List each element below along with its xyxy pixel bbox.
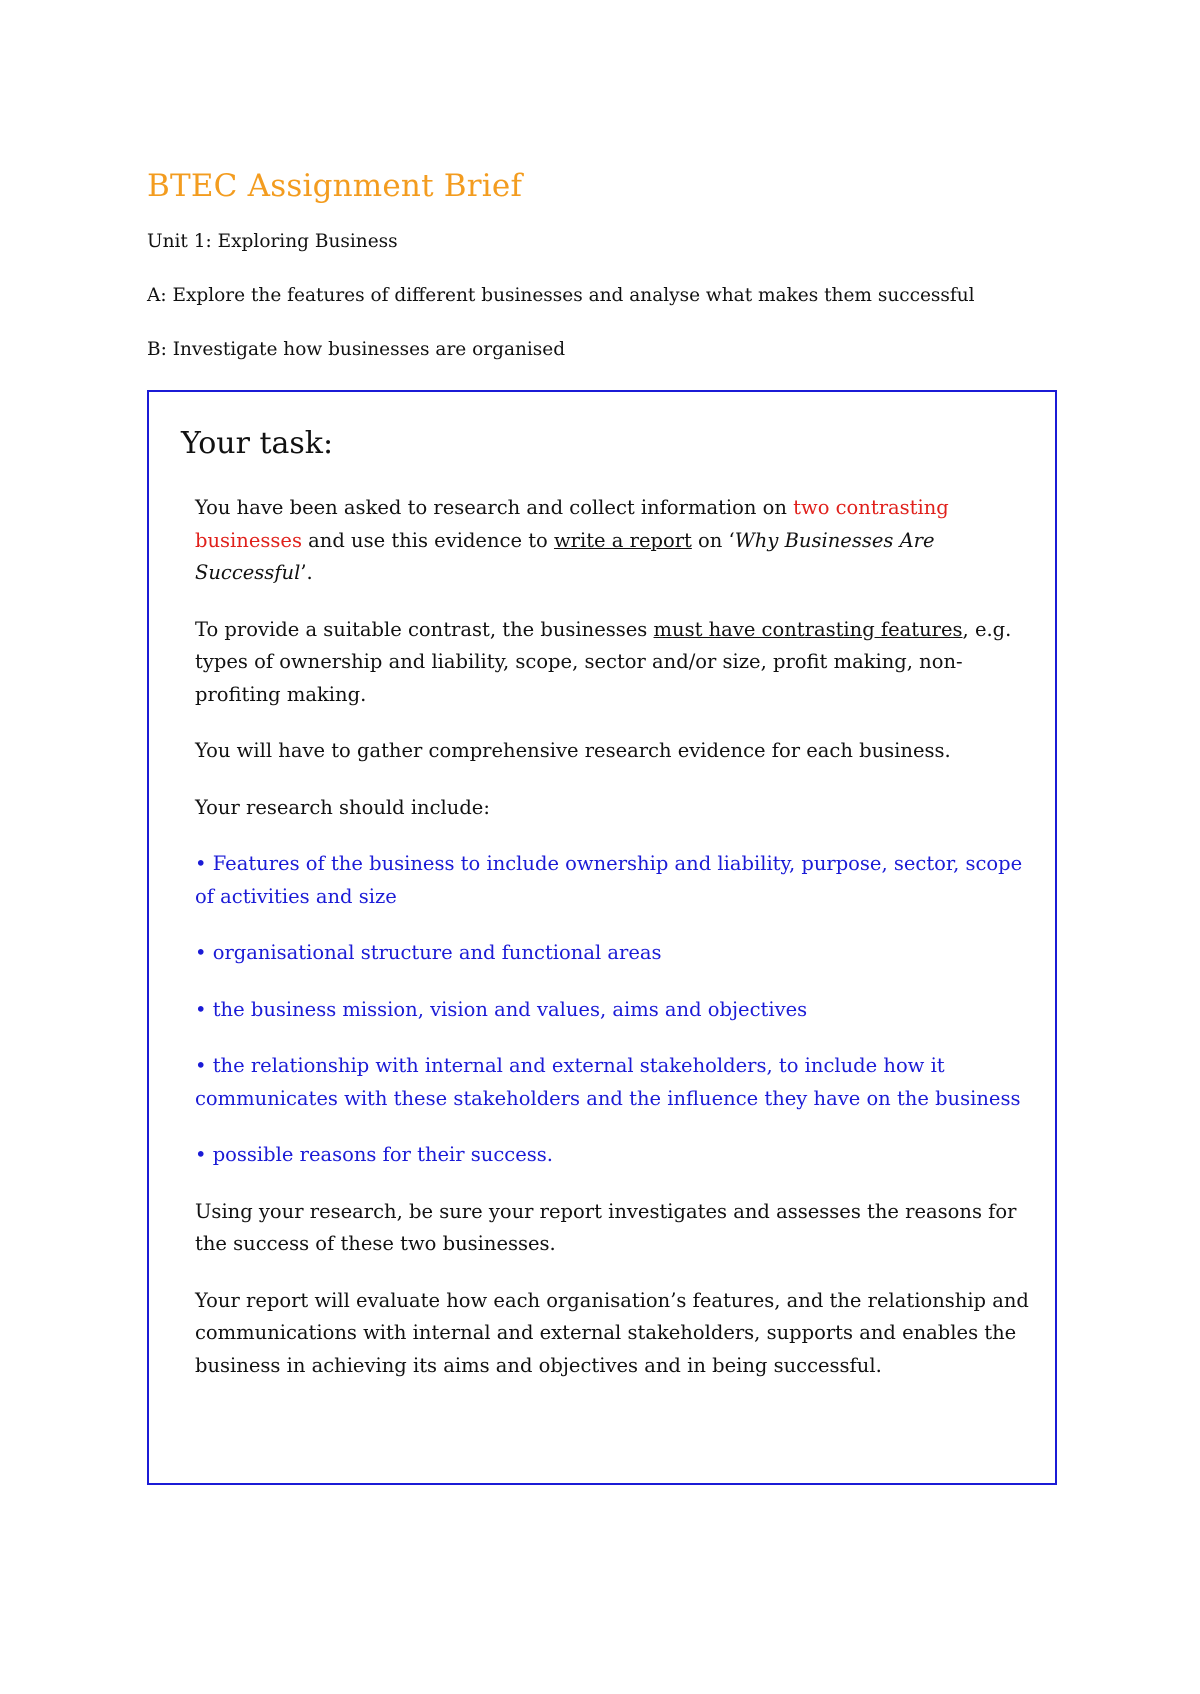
- intro-italic: Why Businesses Are Successful: [195, 528, 935, 584]
- contrast-underline: must have contrasting features: [653, 617, 963, 641]
- bullet-item: • Features of the business to include ownership and liability, purpose, sector, scope of activities and size: [195, 852, 1023, 908]
- contrast-text-a: To provide a suitable contrast, the businesses: [195, 617, 654, 641]
- contrast-text-b: , e.g. types of ownership and liability, scope, sector and/or size, profit making, non-profiting making.: [195, 617, 1012, 706]
- intro-text-a: You have been asked to research and collect information on: [195, 496, 794, 519]
- task-box: [147, 390, 1057, 1485]
- task-paragraph-evaluate: Your report will evaluate how each organisation’s features, and the relationship and communications with internal and external stakeholders, supports and enables the business in achieving its aims and objectives and in being successful.: [195, 1288, 1029, 1377]
- intro-highlight: two contrasting businesses: [195, 496, 949, 552]
- task-paragraph-assess: Using your research, be sure your report investigates and assesses the reasons for the success of these two businesses.: [195, 1199, 1017, 1255]
- task-heading: Your task:: [181, 426, 334, 461]
- unit-line: Unit 1: Exploring Business: [147, 231, 398, 252]
- learning-aim-b: B: Investigate how businesses are organised: [147, 339, 566, 360]
- task-paragraph-intro: [195, 492, 1037, 590]
- bullet-item: • possible reasons for their success.: [195, 1143, 553, 1166]
- task-body: [195, 492, 1037, 1406]
- task-paragraph-evidence: You will have to gather comprehensive research evidence for each business.: [195, 739, 951, 762]
- intro-text-d: ’.: [300, 561, 313, 584]
- intro-underline: write a report: [553, 528, 692, 552]
- bullet-item: • organisational structure and functional areas: [195, 941, 662, 964]
- bullet-item: • the relationship with internal and external stakeholders, to include how it communicates with these stakeholders and the influence they have on the business: [195, 1054, 1021, 1110]
- bullet-item: • the business mission, vision and values, aims and objectives: [195, 997, 808, 1021]
- learning-aim-a: A: Explore the features of different businesses and analyse what makes them successful: [147, 285, 975, 306]
- intro-text-b: and use this evidence to: [301, 528, 554, 552]
- task-paragraph-contrast: [195, 614, 1037, 712]
- page-title: BTEC Assignment Brief: [147, 168, 523, 204]
- intro-text-c: on ‘: [691, 528, 735, 552]
- task-paragraph-include: Your research should include:: [195, 795, 490, 819]
